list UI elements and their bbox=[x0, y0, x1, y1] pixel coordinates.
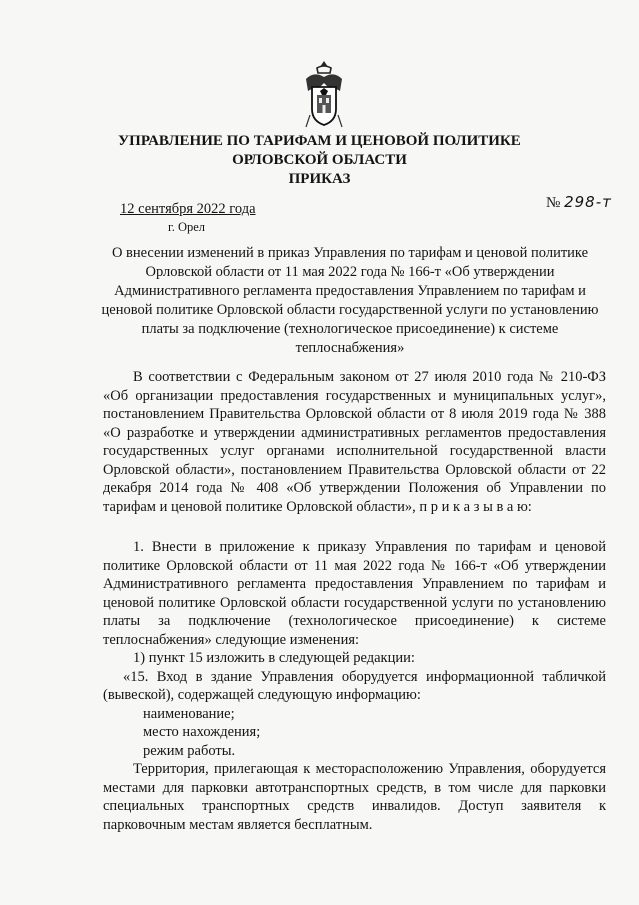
header-order-title: ПРИКАЗ bbox=[288, 171, 351, 187]
document-city: г. Орел bbox=[168, 220, 206, 234]
document-subject: О внесении изменений в приказ Управления по тарифам и ценовой политике Орловской области от 11 мая 2022 года № 166-т «Об утверждении Административного регламента предоставления Управлением по тарифам и ценовой политике Орловской области государственной услуги по установлению платы за подключение (технологическое присоединение) к системе теплоснабжения» bbox=[101, 245, 599, 356]
territory-paragraph: Территория, прилегающая к месторасположению Управления, оборудуется местами для парковки автотранспортных средств, в том числе для парковки специальных транспортных средств инвалидов. Доступ заявителя к парковочным местам является бесплатным. bbox=[103, 761, 606, 833]
document-body bbox=[103, 368, 606, 834]
clause-15-paragraph: «15. Вход в здание Управления оборудуется информационной табличкой (вывеской), содержащей следующую информацию: bbox=[103, 668, 606, 703]
subitem-1-paragraph: 1) пункт 15 изложить в следующей редакции: bbox=[133, 650, 415, 666]
list-item: наименование; bbox=[143, 705, 235, 722]
item-1-paragraph: 1. Внести в приложение к приказу Управления по тарифам и ценовой политике Орловской области от 11 мая 2022 года № 166-т «Об утверждении Административного регламента предоставления Управлением по тарифам и ценовой политике Орловской области государственной услуги по установлению платы за подключение (технологическое присоединение) к системе теплоснабжения» следующие изменения: bbox=[103, 539, 606, 648]
orel-region-coat-of-arms-icon bbox=[300, 57, 348, 129]
number-value: 298-т bbox=[564, 193, 612, 211]
list-item: место нахождения; bbox=[143, 724, 261, 740]
document-number bbox=[546, 193, 612, 212]
document-date: 12 сентября 2022 года bbox=[120, 201, 256, 217]
header-organization-line2: ОРЛОВСКОЙ ОБЛАСТИ bbox=[232, 152, 407, 168]
number-prefix: № bbox=[546, 195, 561, 211]
document-header bbox=[0, 132, 639, 189]
preamble-paragraph: В соответствии с Федеральным законом от 27 июля 2010 года № 210-ФЗ «Об организации предоставления государственных и муниципальных услуг», постановлением Правительства Орловской области от 8 июля 2019 года № 388 «О разработке и утверждении административных регламентов предоставления государственных услуг органами исполнительной государственной власти Орловской области», постановлением Правительства Орловской области от 22 декабря 2014 года № 408 «Об утверждении Положения об Управлении по тарифам и ценовой политике Орловской области», п р и к а з ы в а ю: bbox=[103, 369, 606, 515]
list-item: режим работы. bbox=[143, 742, 236, 759]
header-organization-line1: УПРАВЛЕНИЕ ПО ТАРИФАМ И ЦЕНОВОЙ ПОЛИТИКЕ bbox=[118, 133, 521, 149]
